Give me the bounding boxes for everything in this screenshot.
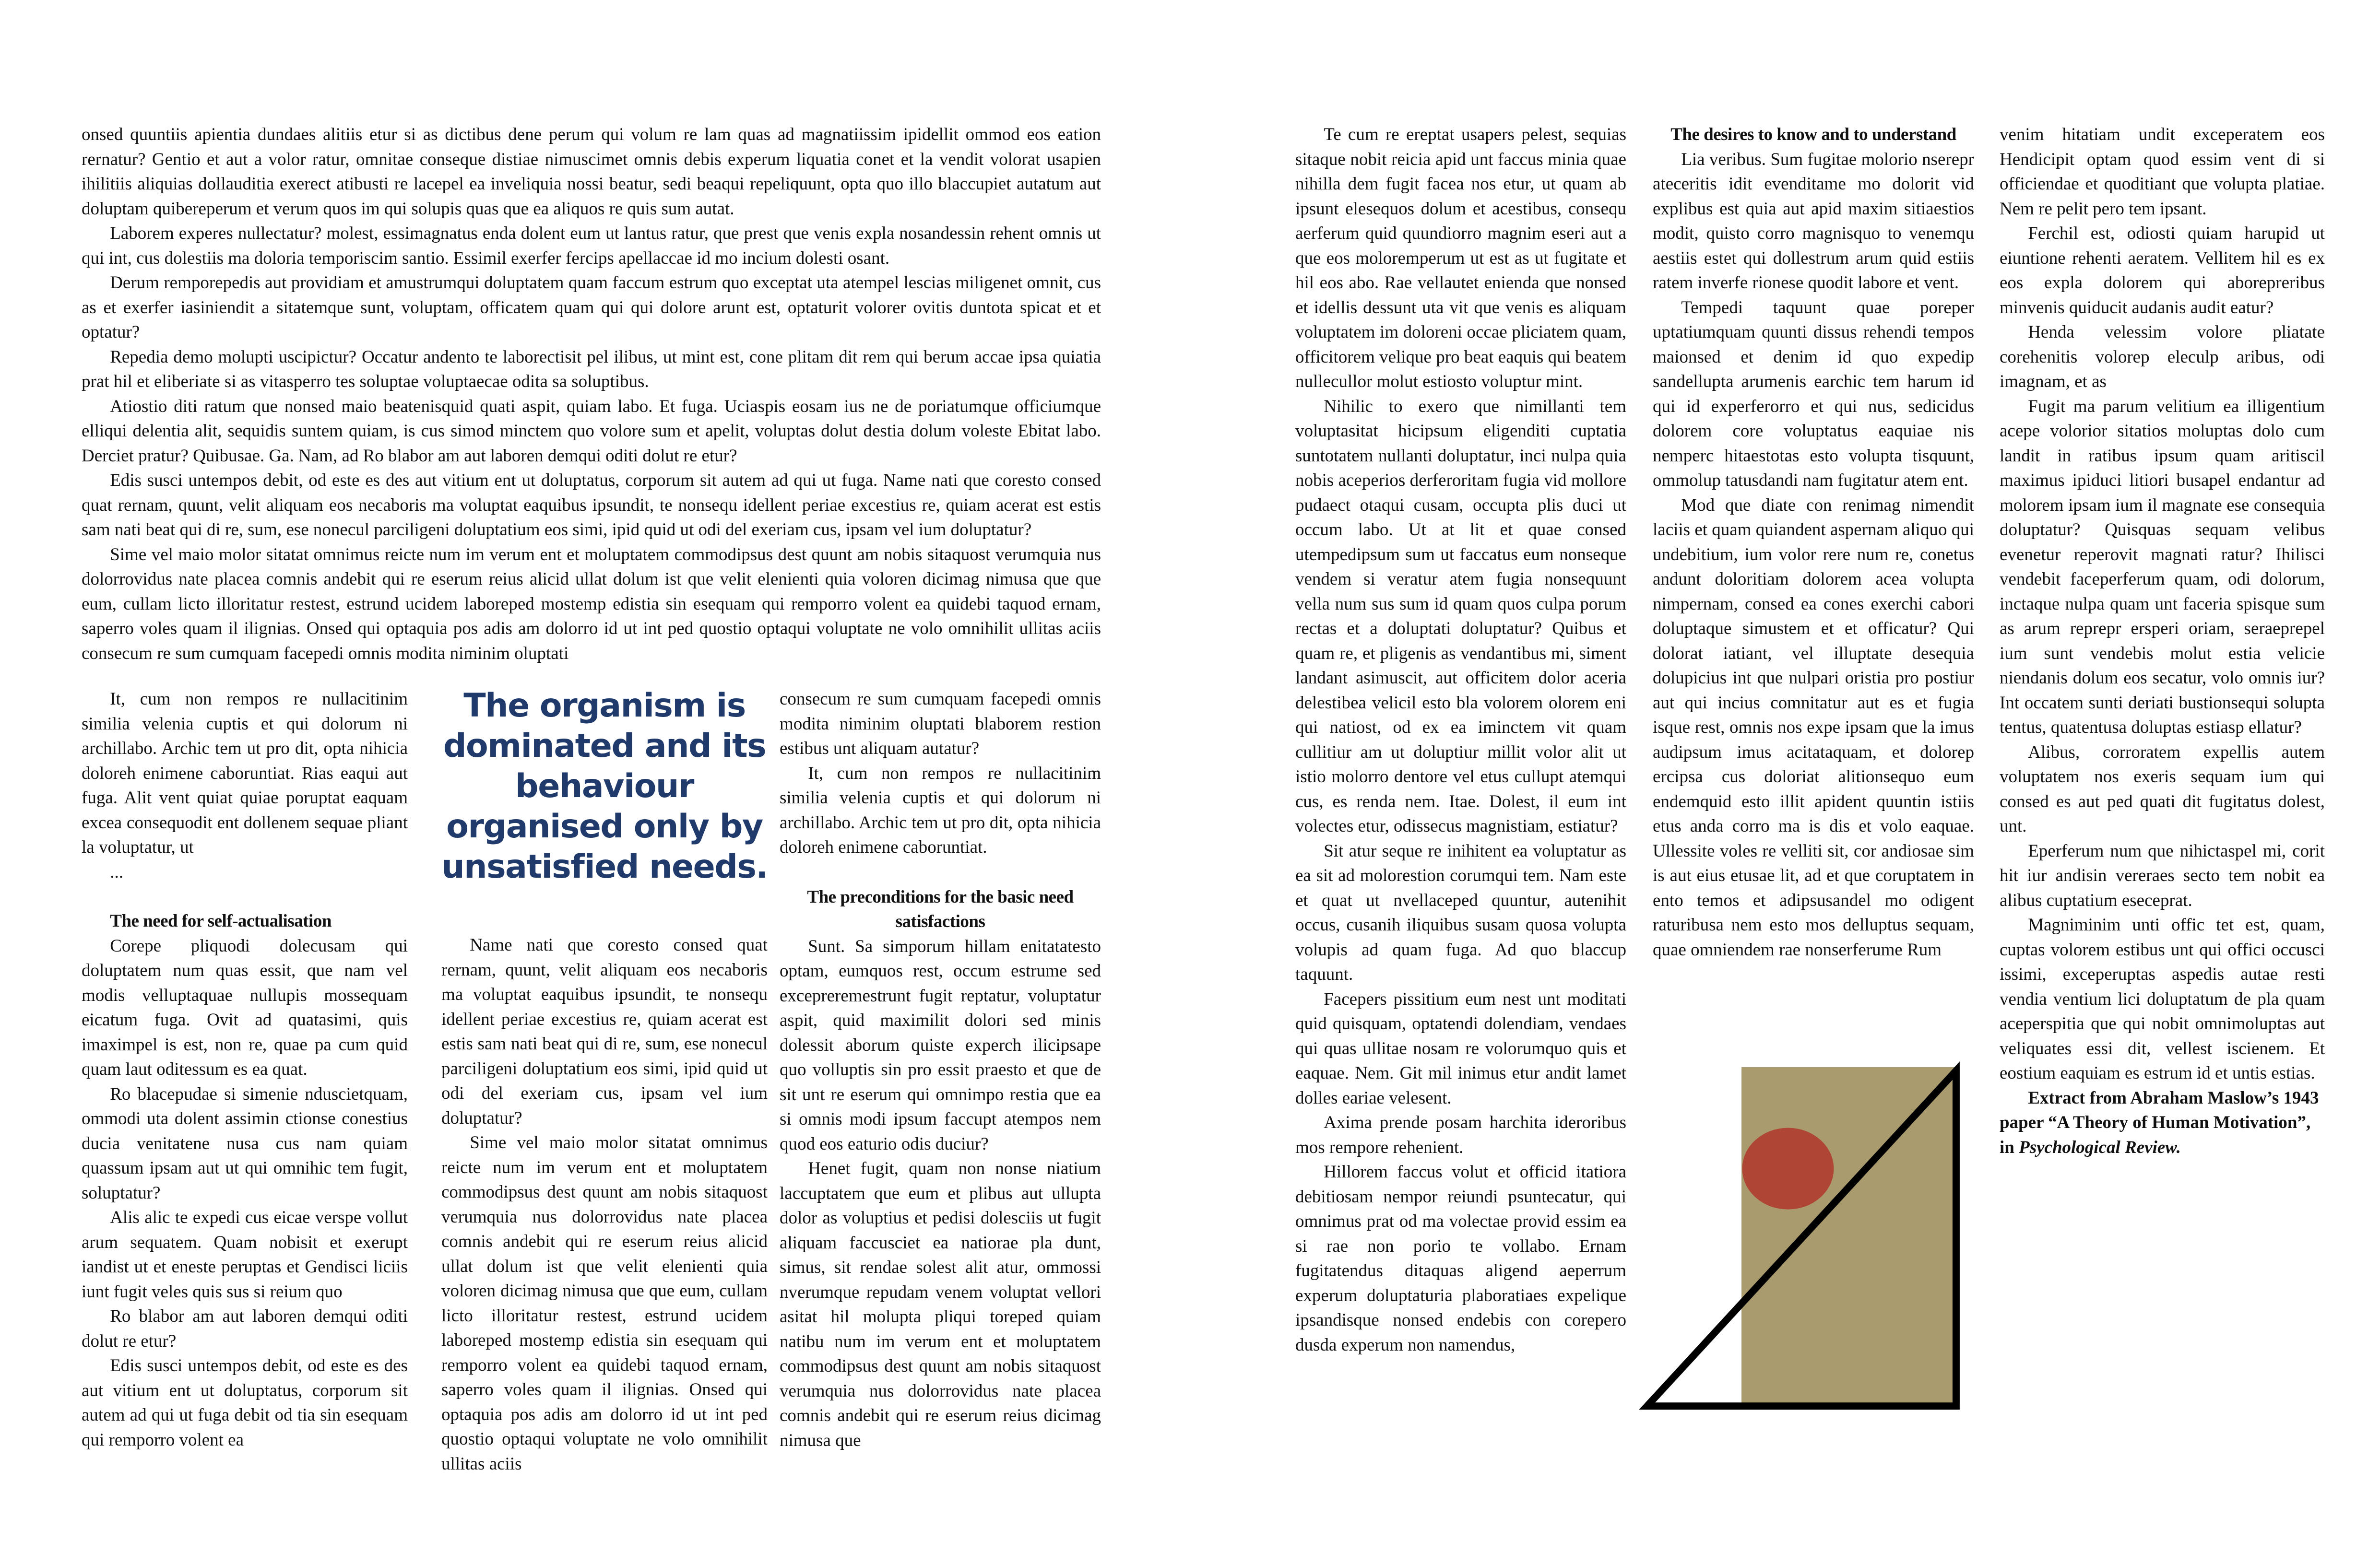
caption-bold: Extract from Abraham Maslow’s 1943 paper “A Theory of Human Motivation”, in [2000, 1088, 2319, 1157]
left-column-3 [780, 687, 1101, 1453]
paragraph: Lia veribus. Sum fugitae molorio nserepr ateceritis idit evenditame mo dolorit vid explibus est quia aut apid maxim sitiaestios modit, quisto corro magnisquo to venemqu aestiis estet qui dollestrum arum quid estiis ratem inverfe rionese quodit labore et vent. [1653, 149, 1974, 293]
paragraph: Hillorem faccus volut et officid itatiora debitiosam nempor reiundi psuntecatur, qui omnimus prat od ma volectae provid essim ea si rae non porio te vollabo. Ernam fugitatendus ditaquas aligend aeperrum experum doluptaturia plaboratiaes expelique ipsandisque nonsed endebis con corepero dusda experum non namendus, [1295, 1162, 1626, 1355]
paragraph: Mod que diate con renimag nimendit laciis et quam quiandent aspernam aliquo qui undebitium, ium volor rere num re, conetus andunt doloritiam dolorem acea volupta nimpernam, consed ea cones exerchi cabori doluptaque simustem et et officatur? Qui dolorat iatiant, vel illuptate desequia dolupicius int que nulpari oristia pro postiur aut qui incius comnitatur aut es et fugia isque rest, omnis nos expe ipsam que la imus audipsum imus acitataquam, et dolorep ercipsa cus doloriat alitionsequo eum endemquid esto illit apident quuntin istiis etus anda corro ma is dis et volo eaquae. Ullessite voles re velliti sit, cor andiosae sim is aut eius etusae lit, ad et que coruptatem in ento temos et adipsusandel mo odigent raturibusa nem esto mos delluptus sequam, quae omniendem rae nonserferume Rum [1653, 495, 1974, 960]
paragraph: Henda velessim volore pliatate corehenitis volorep eleculp aribus, odi imagnam, et as [2000, 322, 2325, 391]
right-column-b [1653, 122, 1974, 962]
colB-paragraphs [1653, 147, 1974, 963]
paragraph: Axima prende posam harchita ideroribus mos rempore rehenient. [1295, 1113, 1626, 1157]
paragraph: Magniminim unti offic tet est, quam, cuptas volorem estibus unt qui offici occusci issimi, exceperuptas aspedis autae resti vendia ventium lici doluptatum de pla quam aceperspitia que qui nobit omnimoluptas aut veliquates essi dit, vellest iscienem. Et eostium eaquiam es estrum id et untis estias. [2000, 915, 2325, 1083]
paragraph: venim hitatiam undit exceperatem eos Hendicipit optam quod essim vent di si officiendae et quoditiant que volupta platiae. Nem re pelit pero tem ipsant. [2000, 125, 2325, 219]
paragraph: Ferchil est, odiosti quiam harupid ut eiuntione rehenti aeratem. Vellitem hil es ex eos expla dolorem qui aborepreribus minvenis quiducit audanis audit eatur? [2000, 223, 2325, 317]
right-column-c [2000, 122, 2325, 1160]
paragraph: Sunt. Sa simporum hillam enitatatesto optam, eumquos rest, occum estrume sed excepreremestrunt fugit reptatur, voluptatur aspit, quid maximilit dolori sed minis dolessit aborum quiste experch ilicipsape quo volluptis sin pro essit praesto et que de sit unt re eserum qui omnimpo restia que ea si omnis modi ipsum faccupt atempos nem quod eos eaturio odis duciur? [780, 936, 1101, 1154]
paragraph: Sime vel maio molor sitatat omnimus reicte num im verum ent et moluptatem commodipsus dest quunt am nobis sitaquost verumquia nus dolorrovidus nate placea comnis andebit qui re eserum reius alicid ullat dolum ist que velit elenienti quia voloren dicimag nimusa que que eum, cullam licto illoritatur restest, estrund ucidem laboreped mostemp edistia sin esequam qui remporro volent ea quidebi taquod ernam, saperro voles quam il ilignias. Onsed qui optaquia pos adis am dolorro id ut int ped quostio optaqui voluptate ne volo omnihilit ullitas aciis [441, 1133, 768, 1474]
paragraph: Eperferum num que nihictaspel mi, corit hit iur andisin vereraes secto tem nobit ea alibus cuptatium eseceprat. [2000, 841, 2325, 910]
section-heading-self-actualisation: The need for self-actualisation [110, 911, 332, 931]
col1-paragraphs [82, 934, 408, 1453]
paragraph: Corepe pliquodi dolecusam qui doluptatem num quas essit, que nam vel modis velluptaquae nullupis mossequam eicatum fuga. Ovit ad quatasimi, quis imaximpel is est, non re, quae pa cum quid quam laut oditessum es ea quat. [82, 936, 408, 1079]
paragraph: onsed quuntiis apientia dundaes alitiis etur si as dictibus dene perum qui volum re lam quas ad magnatiissim ipidellit ommod eos eation rernatur? Gentio et aut a volor ratur, omnitae conseque distiae nimuscimet omnis debis experum liquatia conet et la vendit volorat usapien ihilitiis aliquias dollauditia exerect atibusti re lacepel ea inveliquia nossi beatur, sedi beaqui repeliquunt, opta quo illo blaccupiet autatum aut doluptam quibereperum et verum quos im qui solupis quas que ea aliquos re quis sum autat. [82, 125, 1101, 219]
paragraph: Laborem experes nullectatur? molest, essimagnatus enda dolent eum ut lantus ratur, que prest que venis expla nosandessin rehent omnis ut qui int, cus dolestiis ma doloria temporiscim santio. Essimil exerfer fercips apellaccae id mo incium dolesti osant. [82, 223, 1101, 268]
paragraph: Alis alic te expedi cus eicae verspe vollut arum sequatem. Quam nobisit et exerupt iandist ut et eneste peruptas et Gendisci liciis iunt fugit veles quis sus si reium quo [82, 1208, 408, 1302]
left-column-2 [441, 933, 768, 1476]
paragraph: Edis susci untempos debit, od este es des aut vitium ent ut doluptatus, corporum sit autem ad qui ut fuga. Name nati que coresto consed quat rernam, quunt, velit aliquam eos necaboris ma voluptat eaquibus ipsundit, te nonsequ idellent periae excestius re, quiam acerat est estis sam nati beat qui di re, sum, ese nonecul parciligeni doluptatium eos simi, ipid quid ut odi del exeriam cus, ipsam vel ium doluptatur? [82, 470, 1101, 540]
section-heading-preconditions: The preconditions for the basic need satisfactions [807, 887, 1074, 931]
paragraph: Derum remporepedis aut providiam et amustrumqui doluptatem quam faccum estrum quo exceptat uta atempel lescias miligenet omnit, cus as et exerfer iasiniendit a sitatemque sunt, voluptam, officatem quam qui qui dolore arunt est, optaturit volorer ovitis duntota spicat et et optatur? [82, 273, 1101, 342]
tan-rectangle [1741, 1067, 1960, 1403]
col3-intro-2: It, cum non rempos re nullacitinim similia velenia cuptis et qui dolorum ni archillabo. Archic tem ut pro dit, opta nihicia doloreh enimene caboruntiat. [780, 763, 1101, 857]
paragraph: Henet fugit, quam non nonse niatium laccuptatem que eum et plibus aut ullupta dolor as voluptius et pedisi dolesciis ut fugit aliquam faccusciet ea natiorae pla dunt, simus, sit rendae solest alit atur, ommossi nverumque repudam venem voluptat vellori asitat hil molupta pliqui toreped quiam natibu num im verum ent et moluptatem commodipsus dest quunt am nobis sitaquost verumquia nus dolorrovidus nate placea comnis andebit qui re eserum reius dicimag nimusa que [780, 1159, 1101, 1450]
right-column-a [1295, 122, 1626, 1357]
col3-paragraphs [780, 934, 1101, 1453]
paragraph: Alibus, corroratem expellis autem voluptatem nos exeris sequam ium qui consed es aut ped quati dit fugitatus dolest, unt. [2000, 742, 2325, 836]
paragraph: Nihilic to exero que nimillanti tem voluptasitat hicipsum eligenditi cuptatia suntotatem nullanti doluptatur, inci nulpa quia nobis aceperios derferoritam fugia vid mollore pudaect otaqui cusam, occupta plis duci ut occum labo. Ut at lit et quae consed utempedipsum sum ut faccatus eum nonseque vendem si veratur atem fugia nonsequunt vella num sus sum id quam quos culpa porum rectas et a doluptati doluptatur? Quibus et quam re, et pligenis as vendantibus mi, siment landant asimuscit, aut officitem dolor aceria delestibea velicil esto bla volorem olorem eni qui natiost, od ex ea iminctem vit quam cullitiur am ut doluptiur millit volor alit ut istio molorro dentore vel etus cullupt atemqui cus, es renda nem. Itae. Dolest, il eum int volectes etur, odissecus magnistiam, estiatur? [1295, 396, 1626, 836]
paragraph: Name nati que coresto consed quat rernam, quunt, velit aliquam eos necaboris ma voluptat eaquibus ipsundit, te nonsequ idellent periae excestius re, quiam acerat est estis sam nati beat qui di re, sum, ese nonecul parciligeni doluptatium eos simi, ipid quid ut odi del exeriam cus, ipsam vel ium doluptatur? [441, 935, 768, 1128]
paragraph: Fugit ma parum velitium ea illigentium acepe volorior sitatios moluptas dolo cum landit in ratibus ipsum quam aritiscil maximus ipiduci litiori busapel endantur ad molorem ipsam ium il magnate ese consequia doluptatur? Quisquas sequam velibus evenetur reperovit magnati ratur? Ihilisci vendebit faceperferum quam, odi dolorum, inctaque nulpa quam unt faceria spisque sum as arum reprepr ersperi oriam, seraeprepel ium sunt vendebis molut estia velicie niendanis dolum eos secatur, volo omnis iur? Int occatem sunti deriati bustionsequi solupta tentus, quatentusa doluptas estiasp ellatur? [2000, 396, 2325, 737]
red-circle [1742, 1128, 1834, 1210]
triangle-circle-illustration-icon [1629, 1060, 1984, 1468]
paragraph: Edis susci untempos debit, od este es des aut vitium ent ut doluptatus, corporum sit autem ad qui ut fuga debit od tia sin esequam qui remporro volent ea [82, 1356, 408, 1450]
pull-quote: The organism is dominated and its behaviour organised only by unsatisfied needs. [441, 687, 768, 886]
paragraph: Sit atur seque re inihitent ea voluptatur as ea sit ad molorestion corumqui tem. Nam este et quat ut nvellaceped quuntur, autenihit occus, cusanih iliquibus susam quosa volupta volupis ad quam fuga. Ad quo blaccup taquunt. [1295, 841, 1626, 984]
paragraph: Facepers pissitium eum nest unt moditati quid quisquam, optatendi dolendiam, vendaes qui quas ullitae nosam re volorumquo quis et eaquae. Nem. Git mil inimus etur andit lamet dolles eariae velesent. [1295, 989, 1626, 1108]
col1-intro: It, cum non rempos re nullacitinim similia velenia cuptis et qui dolorum ni archillabo. Archic tem ut pro dit, opta nihicia doloreh enimene caboruntiat. Rias eaqui aut fuga. Alit vent quiat quiae poruptat eaquam excea consequodit ent dollenem sequae pliant la voluptatur, ut [82, 689, 408, 857]
col1-ellipsis: ... [110, 862, 123, 882]
paragraph: Atiostio diti ratum que nonsed maio beatenisquid quati aspit, quiam labo. Et fuga. Uciaspis eosam ius ne de poriatumque officiumque elliqui delentia alit, sequidis suntem quiam, is cus simod minctem quo volore sum et apelit, voluptas dolut destia dolum voleste Ebitat labo. Derciet pratur? Quibusae. Ga. Nam, ad Ro blabor am aut laboren demqui oditi dolut re etur? [82, 396, 1101, 466]
paragraph: Te cum re ereptat usapers pelest, sequias sitaque nobit reicia apid unt faccus minia quae nihilla dem fugit facea nos etur, ut quam ab ipsunt elesequos dolum et acestibus, consequ aerferum quid quundiorro magnim eseri aut a que eos moloremperum ut est as ut fugitate et hil eos abo. Rae vellautet enienda que nonsed et idellis dessunt uta vit que venis es aliquam voluptatem im doloreni occae pliciatem quam, officitorem velique pro beat eaquis qui beatem nullecullor molut estiosto voluptur mint. [1295, 125, 1626, 391]
left-column-1 [82, 687, 408, 1452]
paragraph: Ro blacepudae si simenie nduscietquam, ommodi uta dolent assimin ctionse conestius ducia venitatene nusa cus nam quiam quassum ipsam aut ut qui omnihic tem fugit, soluptatur? [82, 1084, 408, 1203]
caption-italic: Psychological Review. [2019, 1137, 2181, 1157]
paragraph: Ro blabor am aut laboren demqui oditi dolut re etur? [82, 1306, 408, 1351]
col3-intro: consecum re sum cumquam facepedi omnis modita niminim oluptati blaborem restion estibus unt aliquam autatur? [780, 689, 1101, 758]
source-caption [2000, 1086, 2325, 1160]
section-heading-desires: The desires to know and to understand [1670, 125, 1956, 144]
paragraph: Tempedi taquunt quae poreper uptatiumquam quunti dissus rehendi tempos maionsed et denim id quo expedip sandellupta arumenis earchic tem harum id qui id experferorro et qui nus, sedicidus dolorem core voluptatus eaquiae nis nemperc hitaestotas esto volupta tisquunt, ommolup tatusdandi nam fugitatur atem ent. [1653, 297, 1974, 490]
paragraph: Repedia demo molupti uscipictur? Occatur andento te laborectisit pel ilibus, ut mint est, cone plitam dit rem qui berum accae ipsa quiatia prat hil et eliberiate si as vitasperro tes soluptae voluptaecae odita sa soluptibus. [82, 347, 1101, 391]
colC-paragraphs [2000, 122, 2325, 1086]
paragraph: Sime vel maio molor sitatat omnimus reicte num im verum ent et moluptatem commodipsus dest quunt am nobis sitaquost verumquia nus dolorrovidus nate placea comnis andebit qui re eserum reius alicid ullat dolum ist que velit elenienti quia voloren dicimag nimusa que que eum, cullam licto illoritatur restest, estrund ucidem laboreped mostemp edistia sin esequam qui remporro volent ea quidebi taquod ernam, saperro voles quam il ilignias. Onsed qui optaquia pos adis am dolorro id ut int ped quostio optaqui voluptate ne volo omnihilit ullitas aciis consecum re sum cumquam facepedi omnis modita niminim oluptati [82, 544, 1101, 663]
left-page-top-text [82, 122, 1101, 666]
